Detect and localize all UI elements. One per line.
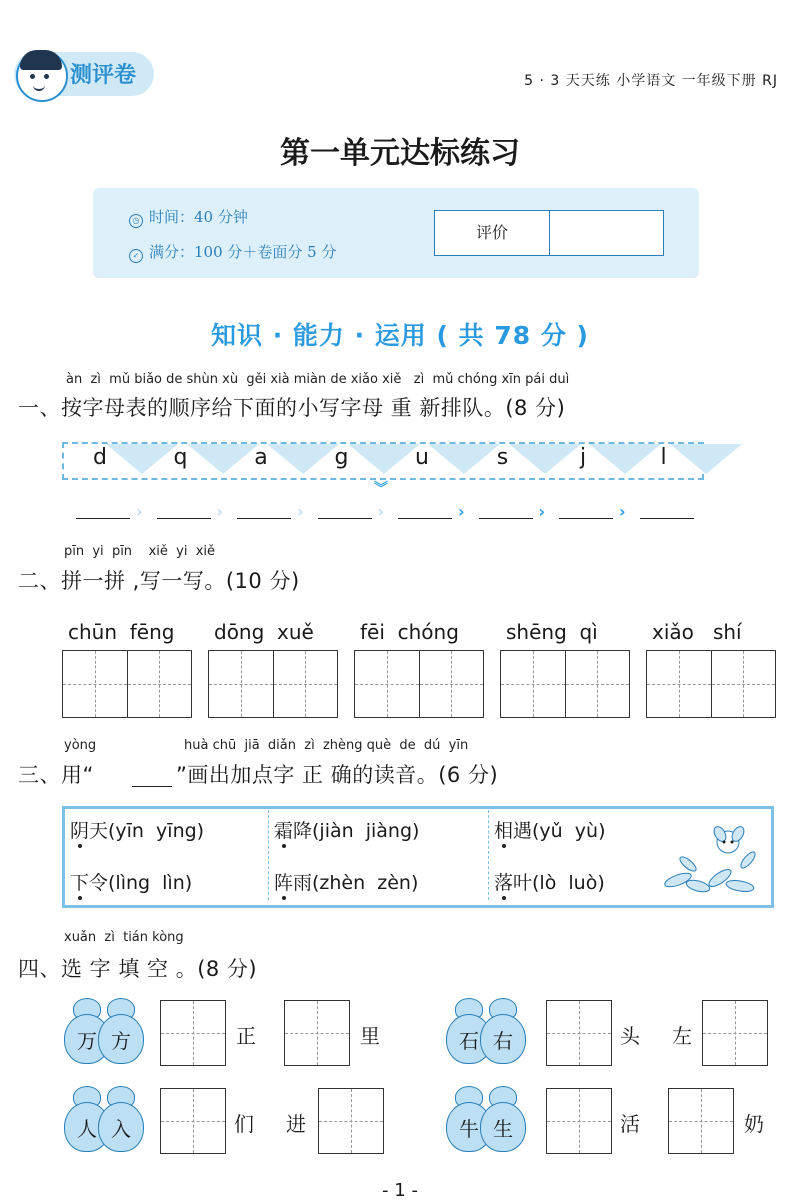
reading-item-5: 落叶(lò luò) xyxy=(494,872,605,894)
answer-box[interactable] xyxy=(668,1088,734,1154)
page-number: - 1 - xyxy=(382,1180,418,1201)
reading-item-3: 下令(lìng lìn) xyxy=(70,872,193,894)
emphasis-dot xyxy=(78,844,82,848)
writing-grid[interactable] xyxy=(500,650,630,718)
answer-box[interactable] xyxy=(160,1000,226,1066)
writing-cell[interactable] xyxy=(566,651,630,717)
avatar-eye xyxy=(44,74,49,79)
q3-prompt-end: ”画出加点字 正 确的读音。(6 分) xyxy=(176,763,499,787)
q1-pinyin: àn zì mǔ biǎo de shùn xù gěi xià miàn de xiǎo xiě zì mǔ chóng xīn pái duì xyxy=(66,372,570,387)
avatar-eye xyxy=(30,74,35,79)
letter-1: q xyxy=(173,445,188,470)
context-char-1: 里 xyxy=(360,1024,380,1048)
full-score-text: 满分：100 分＋卷面分 5 分 xyxy=(149,243,337,261)
writing-grid[interactable] xyxy=(646,650,776,718)
leaves-illustration xyxy=(658,820,766,902)
pear-char-0: 牛 xyxy=(446,1102,492,1152)
chevron-right-icon: › xyxy=(538,502,546,521)
underline-sample xyxy=(132,786,172,787)
q4-prompt: 四、选 字 填 空 。(8 分) xyxy=(18,957,258,981)
chevron-right-icon: › xyxy=(216,502,224,521)
avatar-hair xyxy=(20,50,62,70)
divider xyxy=(268,810,269,900)
q2-prompt: 二、拼一拼 ,写一写。(10 分) xyxy=(18,569,300,593)
writing-cell[interactable] xyxy=(647,651,712,717)
writing-cell[interactable] xyxy=(274,651,338,717)
answer-box[interactable] xyxy=(160,1088,226,1154)
reading-item-1: 霜降(jiàn jiàng) xyxy=(274,820,420,842)
badge-label: 测评卷 xyxy=(70,63,137,88)
writing-cell[interactable] xyxy=(355,651,420,717)
context-char-1: 奶 xyxy=(744,1112,764,1136)
emphasis-dot xyxy=(502,896,506,900)
chevron-right-icon: › xyxy=(458,502,465,521)
score-line xyxy=(129,241,336,263)
writing-grid[interactable] xyxy=(354,650,484,718)
section-title: 知识 · 能力 · 运用 ( 共 78 分 ) xyxy=(211,321,589,350)
emphasis-dot xyxy=(282,844,286,848)
answer-box[interactable] xyxy=(546,1000,612,1066)
context-char-0: 正 xyxy=(236,1024,256,1048)
pinyin-word-2: fēi chóng xyxy=(360,620,459,644)
answer-box[interactable] xyxy=(318,1088,384,1154)
pear-char-1: 方 xyxy=(98,1014,144,1064)
chevron-right-icon: › xyxy=(377,502,385,521)
evaluation-table xyxy=(434,210,664,256)
letter-4: u xyxy=(415,445,429,470)
letter-3: g xyxy=(334,445,349,470)
q1-prompt: 一、按字母表的顺序给下面的小写字母 重 新排队。(8 分) xyxy=(18,396,566,420)
letter-7: l xyxy=(660,445,667,470)
context-char-0: 活 xyxy=(620,1112,640,1136)
reading-item-4: 阵雨(zhèn zèn) xyxy=(274,872,419,894)
pinyin-word-1: dōng xuě xyxy=(214,620,314,644)
divider xyxy=(488,810,489,900)
writing-cell[interactable] xyxy=(712,651,776,717)
answer-blank-6[interactable] xyxy=(559,518,613,519)
answer-blank-1[interactable] xyxy=(157,518,211,519)
answer-box[interactable] xyxy=(546,1088,612,1154)
emphasis-dot xyxy=(78,896,82,900)
answer-blank-3[interactable] xyxy=(318,518,372,519)
letter-2: a xyxy=(254,445,268,470)
writing-cell[interactable] xyxy=(501,651,566,717)
time-line xyxy=(129,206,248,228)
context-char-1: 进 xyxy=(286,1112,306,1136)
context-char-1: 左 xyxy=(672,1024,692,1048)
writing-cell[interactable] xyxy=(209,651,274,717)
writing-grid[interactable] xyxy=(62,650,192,718)
answer-blank-4[interactable] xyxy=(398,518,452,519)
time-text: 时间：40 分钟 xyxy=(149,208,248,226)
emphasis-dot xyxy=(282,896,286,900)
page-title: 第一单元达标练习 xyxy=(280,136,520,171)
q4-pinyin: xuǎn zì tián kòng xyxy=(64,930,184,945)
pear-char-0: 石 xyxy=(446,1014,492,1064)
letter-0: d xyxy=(93,445,107,470)
letter-5: s xyxy=(496,445,509,470)
letter-6: j xyxy=(579,445,587,470)
answer-box[interactable] xyxy=(284,1000,350,1066)
emphasis-dot xyxy=(502,844,506,848)
clock-icon: ◷ xyxy=(129,214,143,228)
pinyin-word-4: xiǎo shí xyxy=(652,620,742,644)
chevron-right-icon: › xyxy=(136,502,143,521)
answer-box[interactable] xyxy=(702,1000,768,1066)
evaluation-field[interactable] xyxy=(550,211,663,255)
writing-cell[interactable] xyxy=(128,651,192,717)
answer-blank-5[interactable] xyxy=(479,518,533,519)
check-icon: ✓ xyxy=(129,249,143,263)
chevron-right-icon: › xyxy=(297,502,304,521)
pear-char-1: 入 xyxy=(98,1102,144,1152)
pear-char-0: 万 xyxy=(64,1014,110,1064)
q3-pinyin-right: huà chū jiā diǎn zì zhèng què de dú yīn xyxy=(184,738,469,753)
writing-cell[interactable] xyxy=(63,651,128,717)
evaluation-label: 评价 xyxy=(435,211,550,255)
chevron-down-icon: ︾ xyxy=(374,481,388,497)
reading-item-0: 阴天(yīn yīng) xyxy=(70,820,205,842)
reading-item-2: 相遇(yǔ yù) xyxy=(494,820,606,842)
pinyin-word-3: shēng qì xyxy=(506,620,598,644)
context-char-0: 们 xyxy=(234,1112,254,1136)
book-info: 5 · 3 天天练 小学语文 一年级下册 RJ xyxy=(524,73,778,89)
pinyin-word-0: chūn fēng xyxy=(68,620,175,644)
answer-blank-2[interactable] xyxy=(237,518,291,519)
q2-pinyin: pīn yi pīn xiě yi xiě xyxy=(64,544,216,559)
context-char-0: 头 xyxy=(620,1024,640,1048)
answer-blank-0[interactable] xyxy=(76,518,130,519)
writing-cell[interactable] xyxy=(420,651,484,717)
pear-char-0: 人 xyxy=(64,1102,110,1152)
pear-char-1: 右 xyxy=(480,1014,526,1064)
q3-prompt-start: 三、用“ xyxy=(18,763,94,787)
chevron-right-icon: › xyxy=(619,502,626,521)
q3-pinyin-left: yòng xyxy=(64,738,97,753)
answer-blank-7[interactable] xyxy=(640,518,694,519)
writing-grid[interactable] xyxy=(208,650,338,718)
pear-char-1: 生 xyxy=(480,1102,526,1152)
